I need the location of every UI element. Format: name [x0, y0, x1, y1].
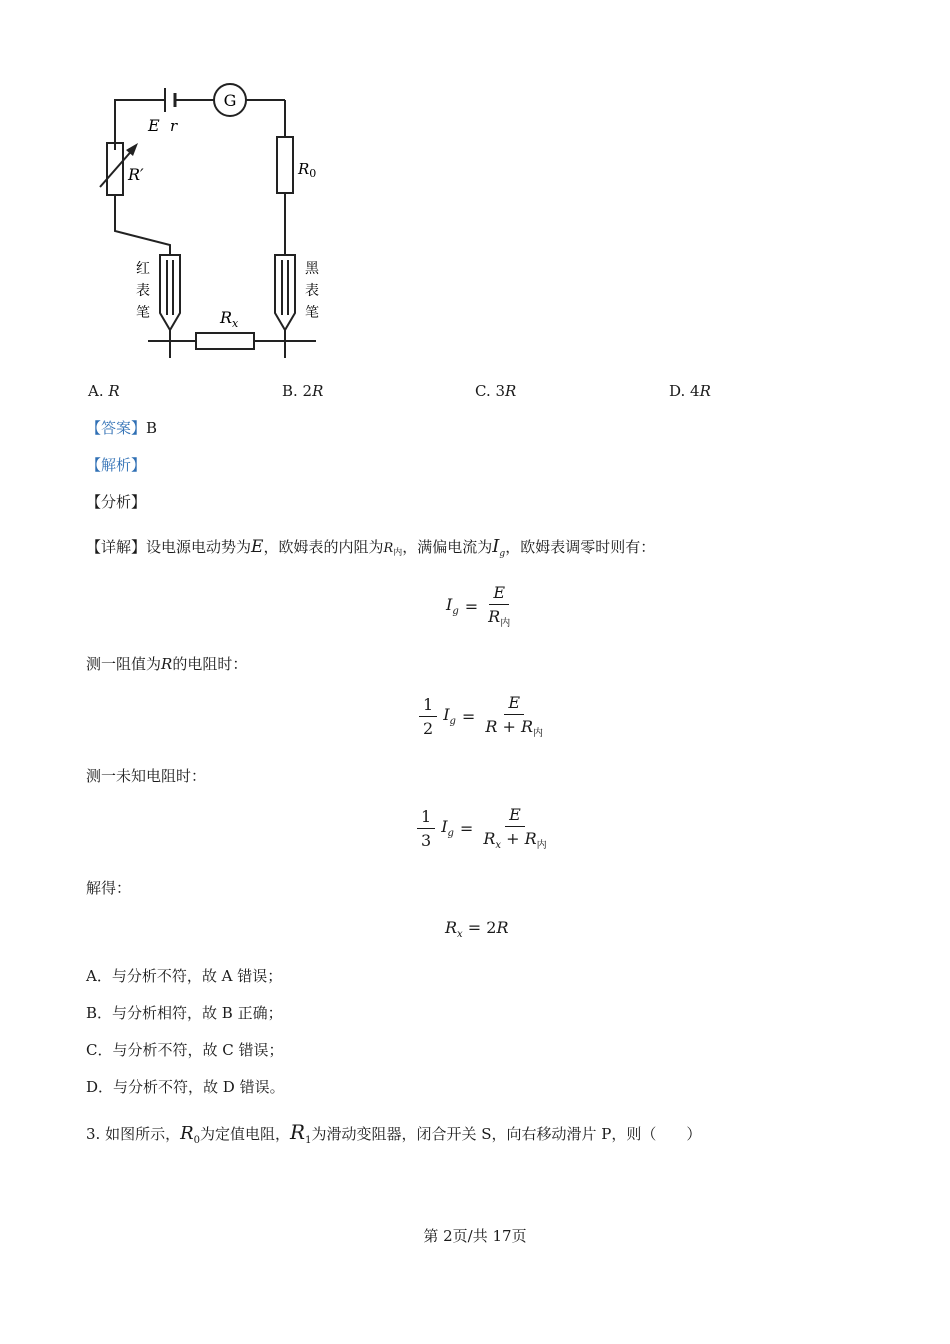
conclusion-d: D．与分析不符，故 D 错误。: [86, 1078, 285, 1096]
black-probe-label-3: 笔: [305, 305, 319, 321]
measure-x-line: 测一未知电阻时：: [86, 767, 207, 785]
answer-line: 【答案】B: [86, 419, 158, 437]
page-footer: 第 2页/共 17页: [423, 1227, 527, 1245]
detail-line: 【详解】设电源电动势为E，欧姆表的内阻为$R_内$，满偏电流为$I_g$，欧姆表调零时则有：: [86, 536, 656, 559]
r0-label: $R_0$: [298, 160, 317, 180]
option-b: B. 2R: [282, 382, 324, 400]
red-probe-label-3: 笔: [136, 305, 150, 321]
equation-3: $\frac{1}{3}$ $I_g$ = $\frac{E}{R_x + R_内}$: [417, 805, 551, 851]
analysis-label: 【解析】: [86, 456, 147, 474]
measure-r-line: 测一阻值为R的电阻时：: [86, 655, 248, 673]
galvanometer-label: G: [223, 91, 237, 110]
red-probe-label-2: 表: [136, 283, 150, 299]
conclusion-b: B．与分析相符，故 B 正确；: [86, 1004, 283, 1022]
rx-label: $R_x$: [220, 308, 239, 330]
conclusion-c: C．与分析不符，故 C 错误；: [86, 1041, 284, 1059]
ohmmeter-circuit-diagram: [80, 75, 380, 375]
black-probe-label-1: 黑: [305, 261, 319, 277]
red-probe-label-1: 红: [136, 261, 150, 277]
equation-4: $R_x = 2R$: [445, 918, 509, 940]
black-probe-label-2: 表: [305, 283, 319, 299]
battery-internal-resistance-label: r: [170, 117, 178, 135]
question-3: 3. 如图所示，$R_0$为定值电阻，$R_1$为滑动变阻器，闭合开关 S，向右移动滑片 P，则（ ）: [86, 1120, 702, 1146]
option-c: C. 3R: [475, 382, 517, 400]
option-a: A. R: [88, 382, 120, 400]
battery-emf-label: E: [148, 116, 160, 135]
option-d: D. 4R: [669, 382, 711, 400]
fenxi-label: 【分析】: [86, 493, 147, 511]
rheostat-label: R′: [128, 165, 144, 184]
conclusion-a: A．与分析不符，故 A 错误；: [86, 967, 283, 985]
solve-label: 解得：: [86, 879, 132, 897]
equation-1: $I_g$ = $\frac{E}{R_内}$: [446, 583, 511, 629]
equation-2: $\frac{1}{2}$ $I_g$ = $\frac{E}{R + R_内}$: [419, 693, 547, 739]
